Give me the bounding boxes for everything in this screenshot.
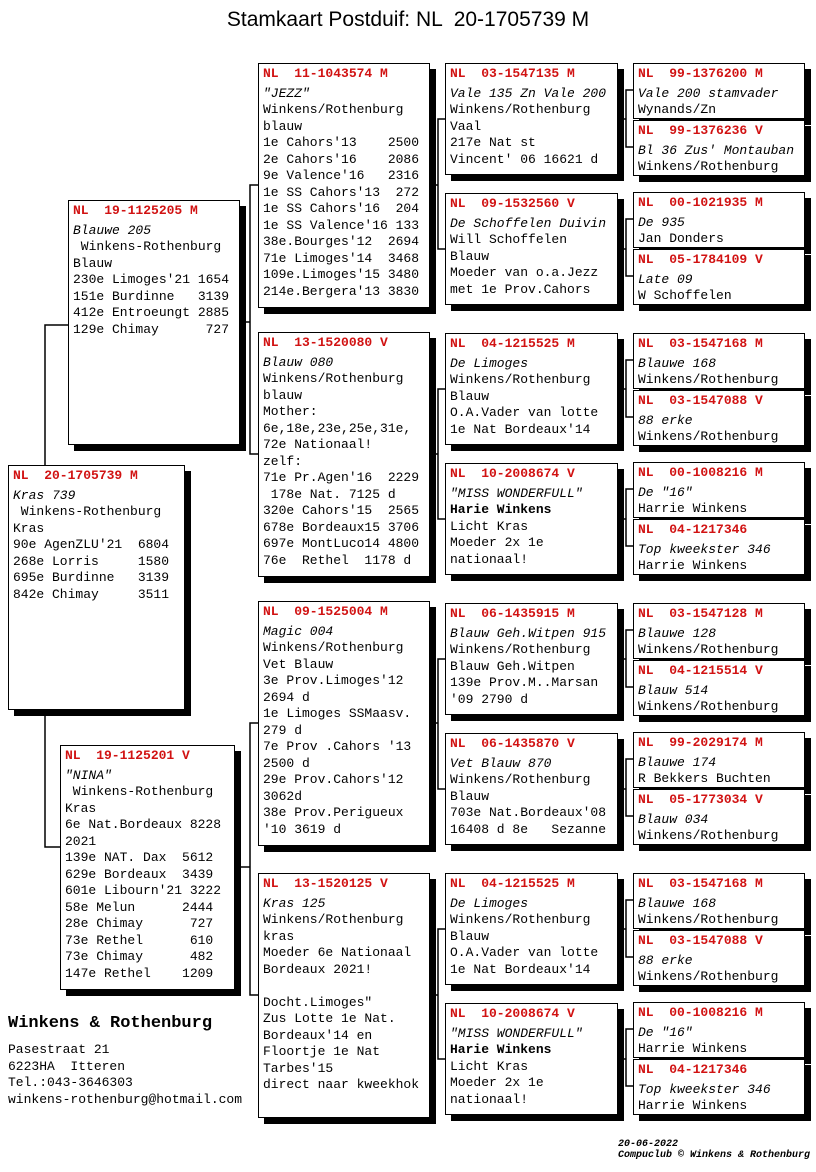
detail-line: Winkens/Rothenburg [638,969,779,984]
detail-line: 695e Burdinne 3139 [13,570,170,585]
pigeon-details [263,371,425,569]
pigeon-details [263,102,425,300]
owner-address-city: 6223HA Itteren [8,1058,126,1074]
pigeon-name: De 935 [638,214,685,230]
pedigree-box-g4-7 [445,873,618,985]
pigeon-name: Vale 135 Zn Vale 200 [450,85,607,101]
pigeon-details [638,429,800,446]
detail-line: Kras [65,800,97,816]
pigeon-details [638,372,800,389]
pigeon-details [638,288,800,305]
detail-line: 73e Rethel 610 [65,932,214,948]
pigeon-name: Blauwe 205 [73,222,152,238]
pigeon-details [638,558,800,575]
detail-line: Winkens-Rothenburg [73,239,222,254]
pigeon-name: Kras 125 [263,895,326,911]
ring-number: NL 03-1547128 M [638,606,763,621]
detail-line: Harie Winkens [450,1042,552,1057]
pedigree-box-g5-14 [633,930,805,986]
detail-line: Harrie Winkens [638,1098,748,1113]
pigeon-details [13,504,180,603]
pigeon-details [450,642,613,708]
detail-line: Moeder 6e Nationaal [263,945,412,960]
pigeon-details [638,501,800,518]
pedigree-box-g4-8 [445,1003,618,1115]
detail-line: Winkens/Rothenburg [638,699,779,714]
footer-date: 20-06-2022 [617,1139,678,1150]
detail-line: 842e Chimay 3511 [13,586,170,602]
pigeon-details [450,912,613,978]
pigeon-name: Vale 200 stamvader [638,85,779,101]
detail-line: Wynands/Zn [638,102,717,117]
detail-line: Floortje 1e Nat [263,1044,381,1059]
detail-line: 678e Bordeaux15 3706 [263,519,420,535]
ring-number: NL 99-2029174 M [638,735,763,750]
pedigree-box-g3-2 [258,332,430,577]
ring-number: NL 11-1043574 M [263,66,388,81]
footer [580,1128,810,1172]
detail-line: 6e,18e,23e,25e,31e, [263,420,412,436]
pedigree-box-dam [60,745,235,990]
detail-line: '09 2790 d [450,691,529,707]
detail-line: Harie Winkens [450,502,552,517]
detail-line: 9e Valence'16 2316 [263,168,420,183]
pigeon-details [638,1098,800,1115]
pedigree-box-subject [8,465,185,710]
detail-line: 73e Chimay 482 [65,949,214,964]
pigeon-name: 88 erke [638,952,693,968]
ring-number: NL 03-1547168 M [638,876,763,891]
ring-number: NL 04-1215514 V [638,663,763,678]
ring-number: NL 06-1435915 M [450,606,575,621]
pigeon-name: Blauwe 128 [638,625,717,641]
detail-line: met 1e Prov.Cahors [450,281,591,297]
ring-number: NL 05-1773034 V [638,792,763,807]
pedigree-box-g5-16 [633,1059,805,1115]
detail-line: 2500 d [263,755,310,771]
detail-line: Vincent' 06 16621 d [450,151,599,167]
detail-line: direct naar kweekhok [263,1077,420,1092]
pedigree-box-g5-3 [633,192,805,248]
detail-line: Blauw [73,255,113,271]
detail-line: O.A.Vader van lotte [450,945,599,960]
detail-line: 29e Prov.Cahors'12 [263,772,404,787]
ring-number: NL 00-1008216 M [638,465,763,480]
detail-line: W Schoffelen [638,288,732,303]
detail-line: nationaal! [450,1091,529,1107]
detail-line: Moeder van o.a.Jezz [450,265,599,280]
pigeon-details [450,502,613,568]
detail-line: Blauw [450,248,490,264]
pigeon-details [65,784,230,982]
ring-number: NL 06-1435870 V [450,736,575,751]
ring-number: NL 05-1784109 V [638,252,763,267]
detail-line: 214e.Bergera'13 3830 [263,283,420,299]
detail-line: 2021 [65,833,97,849]
detail-line: Bordeaux 2021! [263,961,373,977]
detail-line: Will Schoffelen [450,232,568,247]
detail-line: 1e SS Cahors'13 272 [263,184,420,200]
detail-line: O.A.Vader van lotte [450,405,599,420]
pedigree-box-g5-12 [633,789,805,845]
detail-line: Winkens/Rothenburg [450,642,591,657]
detail-line: 38e Prov.Perigueux [263,805,404,820]
pigeon-name: 88 erke [638,412,693,428]
detail-line: Winkens/Rothenburg [263,912,404,927]
detail-line: 178e Nat. 7125 d [263,486,396,502]
detail-line: Kras [13,520,45,536]
detail-line: Vet Blauw [263,656,334,672]
pigeon-name: "MISS WONDERFULL" [450,485,583,501]
ring-number: NL 03-1547135 M [450,66,575,81]
pigeon-name: Blauw 080 [263,354,334,370]
detail-line: '10 3619 d [263,821,342,837]
ring-number: NL 04-1217346 [638,1062,748,1077]
pigeon-name: Kras 739 [13,487,76,503]
pedigree-box-g5-6 [633,390,805,446]
detail-line: 38e.Bourges'12 2694 [263,234,420,249]
detail-line: blauw [263,387,303,403]
detail-line: Blauw [450,388,490,404]
detail-line: 279 d [263,722,303,738]
detail-line: 1e Nat Bordeaux'14 [450,421,591,437]
detail-line: Winkens/Rothenburg [638,828,779,843]
pigeon-name: Magic 004 [263,623,334,639]
owner-address-street: Pasestraat 21 [8,1042,110,1057]
pedigree-box-g5-11 [633,732,805,788]
pigeon-name: De Limoges [450,895,529,911]
pigeon-details [638,159,800,176]
detail-line: Licht Kras [450,1058,529,1074]
pigeon-details [638,642,800,659]
ring-number: NL 04-1215525 M [450,876,575,891]
pigeon-name: "JEZZ" [263,85,310,101]
detail-line: 71e Pr.Agen'16 2229 [263,470,420,485]
detail-line: Harrie Winkens [638,501,748,516]
pedigree-box-sire [68,200,240,445]
pigeon-details [263,640,425,838]
pigeon-details [638,771,800,788]
detail-line: Winkens/Rothenburg [638,372,779,387]
detail-line: nationaal! [450,551,529,567]
footer-credit: Compuclub © Winkens & Rothenburg [617,1150,810,1161]
detail-line: Winkens/Rothenburg [263,102,404,117]
pigeon-details [450,372,613,438]
detail-line: 6e Nat.Bordeaux 8228 [65,817,222,832]
ring-number: NL 13-1520125 V [263,876,388,891]
detail-line [263,978,425,995]
pigeon-details [450,102,613,168]
ring-number: NL 20-1705739 M [13,468,138,483]
pedigree-box-g4-6 [445,733,618,845]
detail-line: 139e Prov.M..Marsan [450,675,599,690]
pigeon-name: De "16" [638,1024,693,1040]
pigeon-name: Blauwe 168 [638,355,717,371]
pedigree-box-g5-4 [633,249,805,305]
detail-line: Winkens/Rothenburg [450,912,591,927]
pedigree-box-g4-5 [445,603,618,715]
detail-line: Harrie Winkens [638,1041,748,1056]
ring-number: NL 13-1520080 V [263,335,388,350]
detail-line: Winkens/Rothenburg [450,372,591,387]
detail-line: Mother: [263,404,318,419]
detail-line: Jan Donders [638,231,724,246]
detail-line: Blauw [450,928,490,944]
detail-line: Winkens/Rothenburg [450,772,591,787]
pigeon-details [263,912,425,1094]
pigeon-details [450,232,613,298]
pigeon-name: De Schoffelen Duivin [450,215,607,231]
pedigree-box-g3-4 [258,873,430,1118]
pigeon-name: Blauw 034 [638,811,709,827]
detail-line: Vaal [450,118,482,134]
pedigree-box-g5-13 [633,873,805,929]
detail-line: 320e Cahors'15 2565 [263,503,420,518]
ring-number: NL 04-1215525 M [450,336,575,351]
detail-line: 147e Rethel 1209 [65,965,214,981]
pedigree-box-g5-15 [633,1002,805,1058]
pigeon-name: Vet Blauw 870 [450,755,552,771]
detail-line: Winkens-Rothenburg [13,504,162,519]
pedigree-box-g4-4 [445,463,618,575]
detail-line: 3062d [263,788,303,804]
detail-line: 1e Nat Bordeaux'14 [450,961,591,977]
detail-line: Winkens/Rothenburg [638,429,779,444]
detail-line: Winkens/Rothenburg [450,102,591,117]
detail-line: 1e SS Valence'16 133 [263,217,420,233]
pigeon-details [638,1041,800,1058]
detail-line: 412e Entroeungt 2885 [73,305,230,320]
ring-number: NL 00-1008216 M [638,1005,763,1020]
ring-number: NL 19-1125201 V [65,748,190,763]
pigeon-name: Late 09 [638,271,693,287]
detail-line: Blauw [450,788,490,804]
pedigree-box-g4-3 [445,333,618,445]
page-title: Stamkaart Postduif: NL 20-1705739 M [226,8,590,31]
detail-line: Winkens/Rothenburg [638,159,779,174]
pigeon-name: De Limoges [450,355,529,371]
pigeon-name: De "16" [638,484,693,500]
pigeon-details [638,969,800,986]
pedigree-box-g3-3 [258,601,430,846]
pigeon-name: "NINA" [65,767,112,783]
pigeon-details [450,1042,613,1108]
detail-line: Docht.Limoges" [263,994,373,1010]
detail-line: 76e Rethel 1178 d [263,552,412,568]
detail-line: 90e AgenZLU'21 6804 [13,537,170,552]
detail-line: Licht Kras [450,518,529,534]
detail-line: Harrie Winkens [638,558,748,573]
pedigree-box-g5-1 [633,63,805,119]
ring-number: NL 04-1217346 [638,522,748,537]
ring-number: NL 03-1547088 V [638,393,763,408]
pigeon-details [638,231,800,248]
pedigree-box-g4-2 [445,193,618,305]
pigeon-name: Blauwe 174 [638,754,717,770]
ring-number: NL 09-1525004 M [263,604,388,619]
owner-email: winkens-rothenburg@hotmail.com [8,1091,243,1107]
pedigree-box-g5-9 [633,603,805,659]
detail-line: 1e Limoges SSMaasv. [263,706,412,721]
detail-line: 109e.Limoges'15 3480 [263,267,420,282]
owner-phone: Tel.:043-3646303 [8,1075,133,1090]
detail-line: 1e Cahors'13 2500 [263,135,420,150]
ring-number: NL 10-2008674 V [450,1006,575,1021]
detail-line: 16408 d 8e Sezanne [450,821,607,837]
pigeon-details [638,912,800,929]
detail-line: Blauw Geh.Witpen [450,658,575,674]
detail-line: kras [263,928,295,944]
pedigree-box-g5-8 [633,519,805,575]
detail-line: 268e Lorris 1580 [13,553,170,569]
ring-number: NL 99-1376236 V [638,123,763,138]
detail-line: 230e Limoges'21 1654 [73,272,230,287]
pigeon-details [638,699,800,716]
pedigree-box-g5-7 [633,462,805,518]
detail-line: R Bekkers Buchten [638,771,771,786]
detail-line: 601e Libourn'21 3222 [65,883,222,898]
detail-line: 129e Chimay 727 [73,321,230,337]
detail-line: Winkens/Rothenburg [638,912,779,927]
pedigree-box-g5-10 [633,660,805,716]
detail-line: blauw [263,118,303,134]
pigeon-name: Blauwe 168 [638,895,717,911]
ring-number: NL 99-1376200 M [638,66,763,81]
pigeon-name: Top kweekster 346 [638,541,771,557]
pigeon-name: Top kweekster 346 [638,1081,771,1097]
pigeon-details [638,102,800,119]
detail-line: Zus Lotte 1e Nat. [263,1011,396,1026]
pigeon-name: "MISS WONDERFULL" [450,1025,583,1041]
pedigree-box-g3-1 [258,63,430,308]
ring-number: NL 03-1547168 M [638,336,763,351]
detail-line: Tarbes'15 [263,1060,334,1076]
ring-number: NL 09-1532560 V [450,196,575,211]
pedigree-box-g4-1 [445,63,618,175]
pigeon-details [638,828,800,845]
ring-number: NL 19-1125205 M [73,203,198,218]
detail-line: 139e NAT. Dax 5612 [65,850,214,865]
detail-line: Winkens/Rothenburg [263,640,404,655]
pigeon-name: Bl 36 Zus' Montauban [638,142,795,158]
ring-number: NL 03-1547088 V [638,933,763,948]
detail-line: zelf: [263,453,303,469]
detail-line: Winkens-Rothenburg [65,784,214,799]
detail-line: Moeder 2x 1e [450,1075,544,1090]
owner-contact-block [8,1014,242,1108]
pedigree-box-g5-2 [633,120,805,176]
pigeon-details [450,772,613,838]
detail-line: 28e Chimay 727 [65,916,214,931]
detail-line: Bordeaux'14 en [263,1027,373,1043]
detail-line: 72e Nationaal! [263,437,373,452]
pigeon-details [73,239,235,338]
detail-line: 703e Nat.Bordeaux'08 [450,805,607,820]
detail-line: 629e Bordeaux 3439 [65,866,214,882]
detail-line: Winkens/Rothenburg [638,642,779,657]
detail-line: Winkens/Rothenburg [263,371,404,386]
detail-line: 151e Burdinne 3139 [73,288,230,304]
detail-line: 2e Cahors'16 2086 [263,151,420,167]
detail-line: 2694 d [263,689,310,705]
pigeon-name: Blauw Geh.Witpen 915 [450,625,607,641]
detail-line: 697e MontLuco14 4800 [263,536,420,551]
pigeon-name: Blauw 514 [638,682,709,698]
detail-line: 58e Melun 2444 [65,899,214,915]
detail-line: 217e Nat st [450,135,536,150]
detail-line: 7e Prov .Cahors '13 [263,739,412,754]
detail-line: 3e Prov.Limoges'12 [263,673,404,688]
owner-name: Winkens & Rothenburg [8,1014,213,1033]
detail-line: 71e Limoges'14 3468 [263,250,420,266]
ring-number: NL 00-1021935 M [638,195,763,210]
pedigree-box-g5-5 [633,333,805,389]
detail-line: Moeder 2x 1e [450,535,544,550]
detail-line: 1e SS Cahors'16 204 [263,201,420,216]
ring-number: NL 10-2008674 V [450,466,575,481]
